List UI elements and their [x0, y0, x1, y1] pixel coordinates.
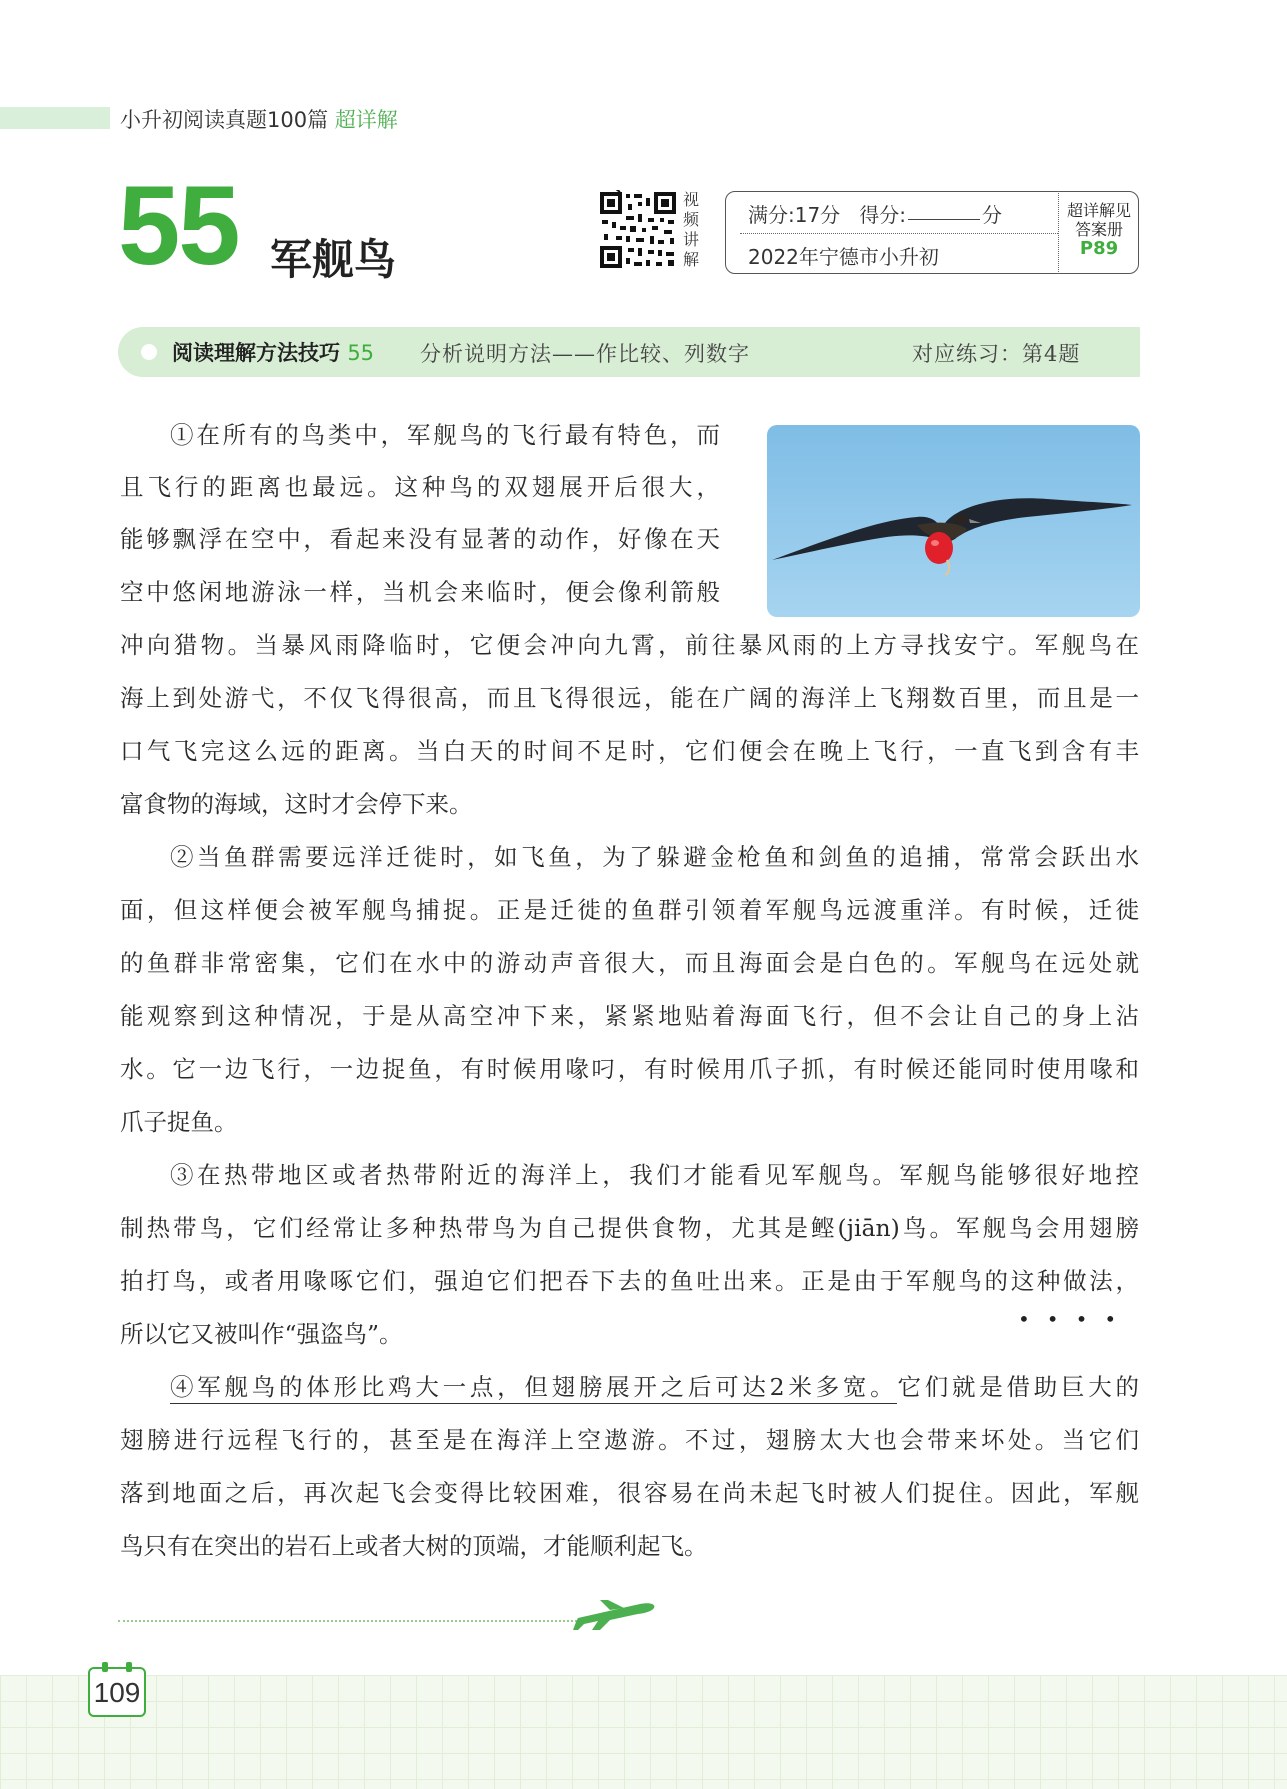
banner-label: 阅读理解方法技巧 55 [172, 341, 375, 365]
lesson-number: 55 [118, 163, 239, 288]
paragraph-4-line: 落到地面之后，再次起飞会变得比较困难，很容易在尚未起飞时被人们捉住。因此，军舰 [120, 1479, 1139, 1507]
book-title: 小升初阅读真题100篇 超详解 [120, 108, 398, 132]
score-row: 满分:17分 得分: 分 [748, 203, 1003, 227]
footer-grid-background [0, 1675, 1287, 1789]
header-accent-bar [0, 107, 110, 129]
answer-reference: 超详解见 答案册 P89 [1059, 201, 1139, 258]
paragraph-1-line: 口气飞完这么远的距离。当白天的时间不足时，它们便会在晚上飞行，一直飞到含有丰 [120, 737, 1139, 765]
paragraph-1-line: 冲向猎物。当暴风雨降临时，它便会冲向九霄，前往暴风雨的上方寻找安宁。军舰鸟在 [120, 631, 1139, 659]
paragraph-3-line: 制热带鸟，它们经常让多种热带鸟为自己提供食物，尤其是鲣(jiān)鸟。军舰鸟会用翅膀 [120, 1214, 1139, 1242]
paragraph-2-line: 爪子捉鱼。 [120, 1108, 238, 1136]
paragraph-1-line: 海上到处游弋，不仅飞得很高，而且飞得很远，能在广阔的海洋上飞翔数百里，而且是一 [120, 684, 1139, 712]
frigatebird-photo [767, 425, 1140, 617]
paragraph-1-line: 富食物的海域，这时才会停下来。 [120, 790, 473, 818]
got-score-label: 得分: [859, 203, 907, 227]
exam-source: 2022年宁德市小升初 [748, 245, 939, 269]
paragraph-2-line: 能观察到这种情况，于是从高空冲下来，紧紧地贴着海面飞行，但不会让自己的身上沾 [120, 1002, 1139, 1030]
paragraph-2-line: 面，但这样便会被军舰鸟捕捉。正是迁徙的鱼群引领着军舰鸟远渡重洋。有时候，迁徙 [120, 896, 1139, 924]
footer-dotted-line [118, 1620, 593, 1622]
full-score: 满分:17分 [748, 203, 841, 227]
answer-page: P89 [1079, 238, 1119, 259]
score-divider-dotted [740, 233, 1058, 234]
paragraph-1-line: ①在所有的鸟类中，军舰鸟的飞行最有特色，而 [170, 421, 720, 449]
paragraph-1-line: 且飞行的距离也最远。这种鸟的双翅展开后很大， [120, 473, 720, 501]
paragraph-1-line: 能够飘浮在空中，看起来没有显著的动作，好像在天 [120, 525, 720, 553]
paragraph-2-line: ②当鱼群需要远洋迁徙时，如飞鱼，为了躲避金枪鱼和剑鱼的追捕，常常会跃出水 [170, 843, 1139, 871]
banner-method: 分析说明方法——作比较、列数字 [420, 342, 750, 366]
paragraph-3-line: ③在热带地区或者热带附近的海洋上，我们才能看见军舰鸟。军舰鸟能够很好地控 [170, 1161, 1139, 1189]
score-blank-field[interactable] [908, 218, 980, 220]
airplane-icon [570, 1592, 660, 1632]
banner-bullet [141, 344, 157, 360]
underlined-sentence: ④军舰鸟的体形比鸡大一点，但翅膀展开之后可达2米多宽。 [170, 1373, 897, 1404]
emphasis-dots: •••• [1018, 1307, 1134, 1331]
banner-practice: 对应练习：第4题 [912, 342, 1081, 366]
paragraph-2-line: 水。它一边飞行，一边捉鱼，有时候用喙叼，有时候用爪子抓，有时候还能同时使用喙和 [120, 1055, 1139, 1083]
book-title-accent: 超详解 [334, 108, 398, 132]
lesson-title: 军舰鸟 [270, 235, 397, 284]
qr-video-label: 视 频 讲 解 [682, 190, 699, 269]
paragraph-1-line: 空中悠闲地游泳一样，当机会来临时，便会像利箭般 [120, 578, 720, 606]
paragraph-2-line: 的鱼群非常密集，它们在水中的游动声音很大，而且海面会是白色的。军舰鸟在远处就 [120, 949, 1139, 977]
paragraph-4-line: ④军舰鸟的体形比鸡大一点，但翅膀展开之后可达2米多宽。它们就是借助巨大的 [170, 1372, 1139, 1402]
paragraph-4-line: 翅膀进行远程飞行的，甚至是在海洋上空遨游。不过，翅膀太大也会带来坏处。当它们 [120, 1426, 1139, 1454]
paragraph-4-line: 鸟只有在突出的岩石上或者大树的顶端，才能顺利起飞。 [120, 1532, 708, 1560]
paragraph-3-line: 拍打鸟，或者用喙啄它们，强迫它们把吞下去的鱼吐出来。正是由于军舰鸟的这种做法， [120, 1267, 1139, 1295]
badge-ring [102, 1662, 108, 1672]
paragraph-3-line: 所以它又被叫作“强盗鸟”。 [120, 1320, 403, 1348]
banner-number: 55 [347, 341, 375, 365]
badge-ring [126, 1662, 132, 1672]
qr-code-icon[interactable] [598, 190, 678, 270]
page-number: 109 [93, 1677, 141, 1708]
